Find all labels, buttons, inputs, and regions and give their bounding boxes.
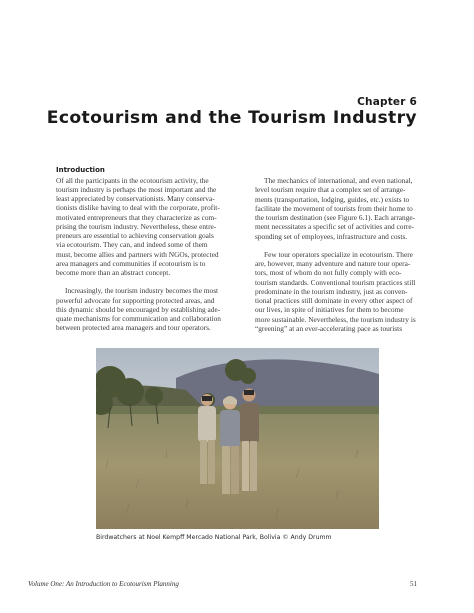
chapter-label: Chapter 6 — [357, 96, 417, 108]
text-line: motivated entrepreneurs that they characterize as com- — [56, 212, 217, 222]
birdwatchers-photo — [96, 348, 379, 529]
text-line: powerful advocate for supporting protected areas, and — [56, 295, 215, 305]
text-line: area managers and communities if ecotourism is to — [56, 258, 206, 268]
text-line: between protected area managers and tour operators. — [56, 323, 211, 333]
section-heading-introduction: Introduction — [56, 166, 105, 174]
text-line: tourism industry is perhaps the most important and the — [56, 184, 217, 194]
text-line: more sustainable. Nevertheless, the tourism industry is — [255, 314, 416, 324]
text-line: The mechanics of international, and even national, — [264, 176, 413, 185]
footer-book-title: Volume One: An Introduction to Ecotourism Planning — [28, 580, 179, 588]
text-line: sponding set of employees, infrastructure and costs. — [255, 231, 408, 241]
person-middle — [220, 396, 240, 494]
footer-page-number: 51 — [410, 580, 417, 588]
text-line: the tourism destination (see Figure 6.1). Each arrange- — [255, 213, 416, 222]
text-line: preneurs are essential to achieving conservation goals — [56, 231, 214, 240]
left-column — [56, 166, 244, 333]
text-line: least appreciated by conservationists. Many conserva- — [56, 194, 215, 203]
text-line: Increasingly, the tourism industry becomes the most — [65, 286, 219, 296]
text-line: our lives, in spite of initiatives for them to become — [255, 305, 404, 315]
text-line: tional practices still dominate in every other aspect of — [255, 296, 413, 305]
text-line: tors, most of whom do not fully comply with eco- — [255, 268, 402, 278]
text-line: “greening” at an ever-accelerating pace as tourists — [255, 323, 403, 333]
text-line: via ecotourism. They can, and indeed some of them — [56, 240, 208, 250]
text-line: facilitate the movement of tourists from their home to — [255, 203, 413, 213]
figure-caption: Birdwatchers at Noel Kempff Mercado National Park, Bolivia © Andy Drumm — [96, 534, 332, 541]
text-line: predominate in the tourism industry, just as conven- — [255, 286, 408, 296]
text-line: prising the tourism industry. Nevertheless, these entre- — [56, 221, 217, 231]
right-column — [255, 176, 425, 333]
text-line: Few tour operators specialize in ecotourism. There — [264, 249, 413, 259]
paragraph-gap — [56, 277, 244, 286]
text-line: Of all the participants in the ecotourism activity, the — [56, 175, 209, 185]
text-line: are, however, many adventure and nature tour opera- — [255, 259, 411, 268]
text-line: must, become allies and partners with NGOs, protected — [56, 249, 219, 259]
paragraph-gap — [255, 241, 425, 250]
text-line: level tourism require that a complex set of arrange- — [255, 185, 406, 195]
text-line: ment necessitates a specific set of activities and corre- — [255, 222, 415, 232]
text-line: this dynamic should be encouraged by establishing ade- — [56, 304, 221, 314]
text-line: ments (transportation, lodging, guides, etc.) exists to — [255, 194, 410, 204]
text-line: become more than an abstract concept. — [56, 268, 171, 277]
person-left — [198, 394, 216, 484]
text-line: quate mechanisms for communication and collaboration — [56, 314, 221, 323]
text-line: tourism standards. Conventional tourism practices still — [255, 277, 416, 287]
text-line: tionists dislike having to deal with the corporate, profit- — [56, 203, 220, 213]
chapter-title: Ecotourism and the Tourism Industry — [46, 108, 417, 128]
